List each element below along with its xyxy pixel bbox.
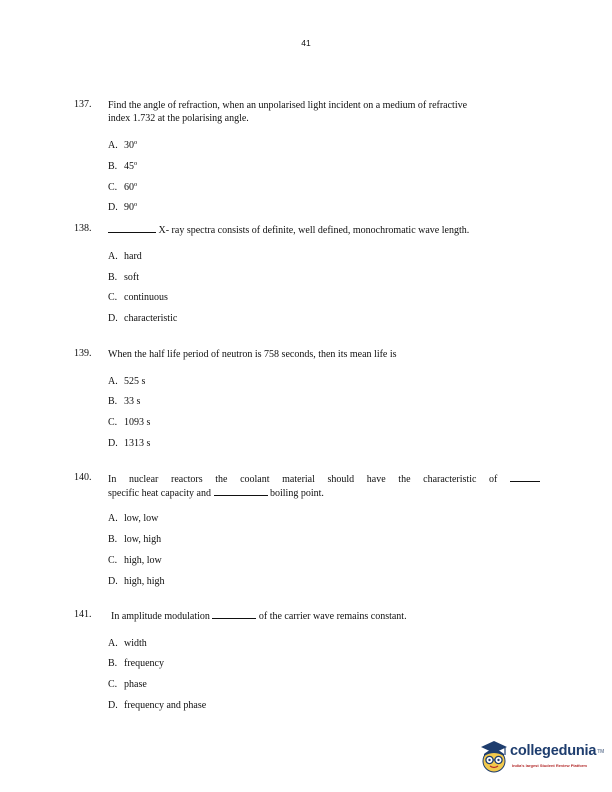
option-d <box>108 700 206 711</box>
graduate-mascot-icon <box>478 738 510 778</box>
option-text: continuous <box>124 292 168 303</box>
question-text <box>108 99 540 125</box>
option-letter: C. <box>108 679 118 690</box>
option-letter: D. <box>108 576 118 587</box>
option-letter: C. <box>108 292 118 303</box>
question-text-fragment: In nuclear reactors the coolant material should have the characteristic of <box>108 474 498 485</box>
option-letter: B. <box>108 161 118 172</box>
option-text: 45 <box>124 161 134 172</box>
question-text <box>108 472 540 500</box>
option-c <box>108 679 147 690</box>
degree-symbol: o <box>134 160 138 167</box>
question-text-fragment: of the carrier wave remains constant. <box>258 611 407 622</box>
question-text <box>111 609 543 623</box>
option-text: phase <box>124 679 147 690</box>
option-text: 90 <box>124 202 134 213</box>
question-text-line <box>108 472 540 486</box>
option-letter: B. <box>108 534 118 545</box>
collegedunia-logo <box>478 738 604 778</box>
option-text: characteristic <box>124 313 178 324</box>
option-letter: C. <box>108 182 118 193</box>
option-letter: A. <box>108 638 118 649</box>
option-c <box>108 417 150 428</box>
question-text-line: index 1.732 at the polarising angle. <box>108 113 249 124</box>
question-text-fragment: In amplitude modulation <box>111 611 210 622</box>
option-text: 525 s <box>124 376 146 387</box>
question-text-fragment: boiling point. <box>270 488 324 499</box>
option-d <box>108 313 177 324</box>
option-text: width <box>124 638 147 649</box>
option-letter: C. <box>108 417 118 428</box>
question-text <box>108 223 540 237</box>
option-d <box>108 202 137 213</box>
option-a <box>108 376 145 387</box>
answer-blank <box>212 609 256 619</box>
question-number: 140. <box>74 472 92 483</box>
option-c <box>108 555 162 566</box>
option-letter: A. <box>108 140 118 151</box>
logo-tagline: India's largest Student Review Platform <box>512 763 587 768</box>
trademark: TM <box>597 749 605 755</box>
option-letter: D. <box>108 438 118 449</box>
option-text: 1093 s <box>124 417 151 428</box>
option-letter: B. <box>108 396 118 407</box>
option-text: 60 <box>124 182 134 193</box>
option-letter: B. <box>108 272 118 283</box>
question-text: When the half life period of neutron is 758 seconds, then its mean life is <box>108 349 397 360</box>
question-number: 141. <box>74 609 92 620</box>
option-letter: D. <box>108 202 118 213</box>
option-text: 30 <box>124 140 134 151</box>
option-text: 1313 s <box>124 438 151 449</box>
option-b <box>108 534 161 545</box>
page-number: 41 <box>301 38 311 48</box>
question-text-fragment: specific heat capacity and <box>108 488 211 499</box>
option-text: hard <box>124 251 142 262</box>
question-text-line <box>108 486 540 500</box>
option-b <box>108 161 137 172</box>
option-text: low, high <box>124 534 162 545</box>
logo-wordmark <box>510 743 604 759</box>
degree-symbol: o <box>134 201 138 208</box>
option-a <box>108 140 137 151</box>
option-a <box>108 513 158 524</box>
answer-blank <box>214 486 268 496</box>
option-letter: A. <box>108 251 118 262</box>
option-c <box>108 182 137 193</box>
option-d <box>108 576 165 587</box>
option-a <box>108 638 147 649</box>
option-text: low, low <box>124 513 159 524</box>
option-letter: B. <box>108 658 118 669</box>
question-number: 139. <box>74 348 92 359</box>
option-text: soft <box>124 272 139 283</box>
option-d <box>108 438 150 449</box>
option-letter: A. <box>108 376 118 387</box>
question-number: 138. <box>74 223 92 234</box>
option-text: 33 s <box>124 396 141 407</box>
question-text-line: X- ray spectra consists of definite, well defined, monochromatic wave length. <box>158 225 470 236</box>
option-letter: C. <box>108 555 118 566</box>
option-b <box>108 658 164 669</box>
question-text-line: Find the angle of refraction, when an unpolarised light incident on a medium of refractive <box>108 100 468 111</box>
degree-symbol: o <box>134 181 138 188</box>
option-a <box>108 251 142 262</box>
option-b <box>108 396 140 407</box>
option-text: high, high <box>124 576 165 587</box>
option-letter: D. <box>108 700 118 711</box>
option-text: high, low <box>124 555 162 566</box>
option-letter: D. <box>108 313 118 324</box>
option-b <box>108 272 139 283</box>
answer-blank <box>510 472 540 482</box>
logo-name: collegedunia <box>510 743 597 759</box>
option-text: frequency <box>124 658 164 669</box>
option-text: frequency and phase <box>124 700 207 711</box>
option-letter: A. <box>108 513 118 524</box>
answer-blank <box>108 223 156 233</box>
question-number: 137. <box>74 99 92 110</box>
option-c <box>108 292 168 303</box>
degree-symbol: o <box>134 139 138 146</box>
